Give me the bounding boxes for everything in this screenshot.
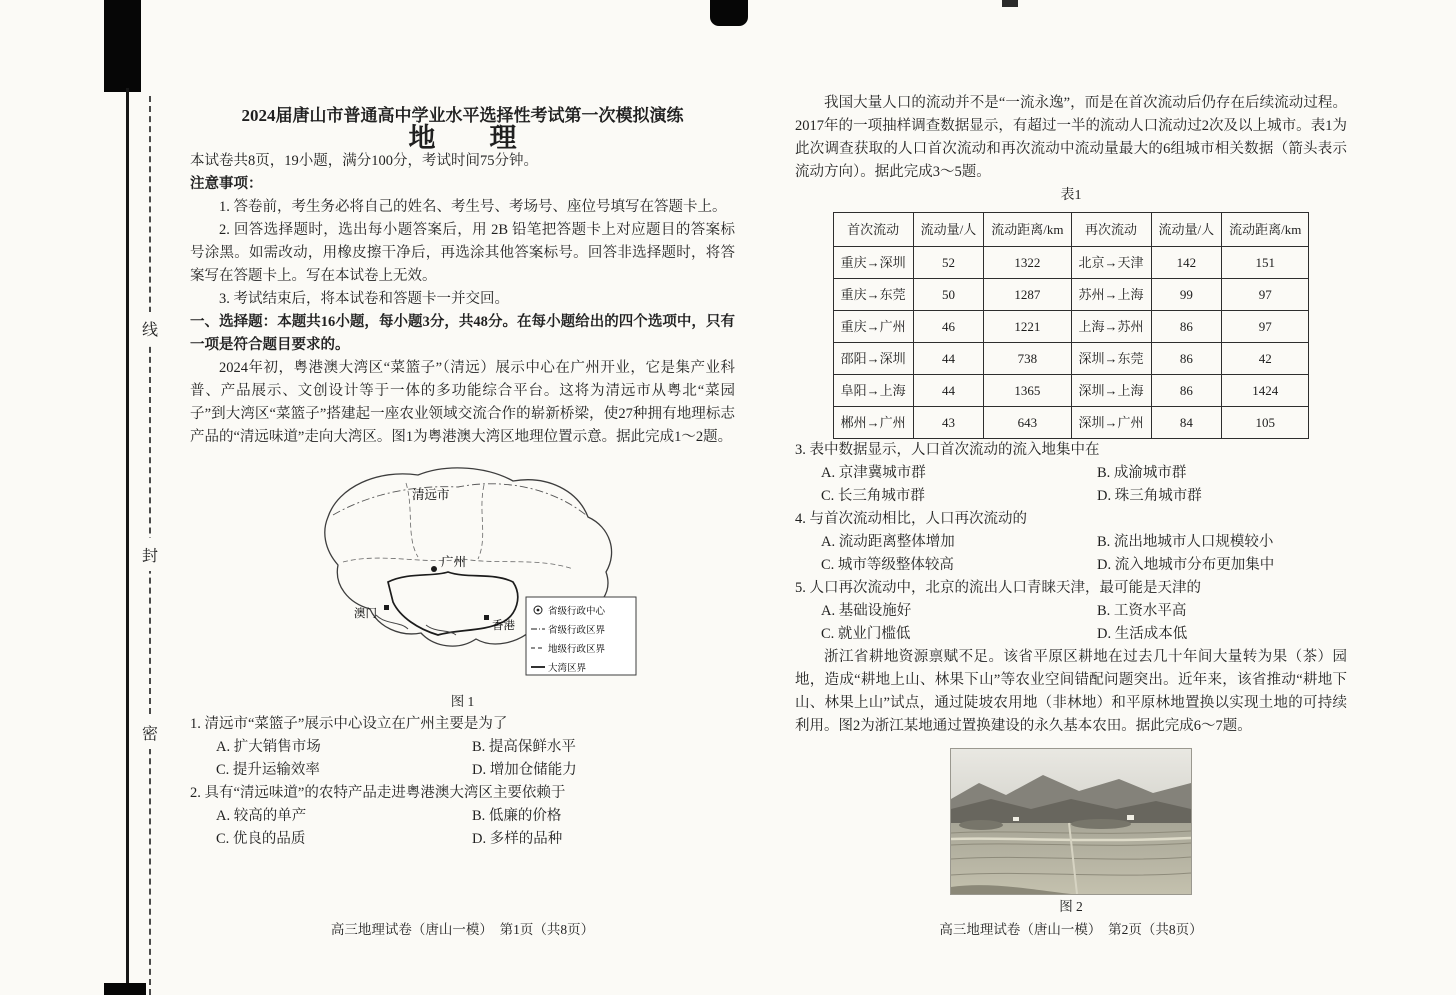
q1-option-c: C. 提升运输效率 — [216, 762, 320, 778]
photo-tree-band-1 — [959, 820, 1003, 830]
map-label-hongkong: 香港 — [491, 620, 515, 632]
col-flow-volume-1: 流动量/人 — [913, 213, 984, 247]
seal-char-mi: 密 — [140, 716, 160, 749]
guangzhou-marker-icon — [431, 566, 437, 572]
cell: 50 — [913, 279, 984, 311]
legend-label-bayarea: 大湾区界 — [547, 664, 586, 674]
q1-options-row2 — [190, 759, 735, 782]
cell: 1287 — [984, 279, 1071, 311]
q3-options-row2 — [795, 485, 1347, 508]
cell: 84 — [1151, 407, 1222, 439]
exam-meta: 本试卷共8页，19小题，满分100分，考试时间75分钟。 — [190, 153, 538, 169]
cell: 44 — [913, 375, 984, 407]
q1-options-row1 — [190, 736, 735, 759]
q1-stem: 1. 清远市“菜篮子”展示中心设立在广州主要是为了 — [190, 716, 508, 732]
cell: 阜阳→上海 — [833, 375, 913, 407]
q5-option-b: B. 工资水平高 — [1097, 603, 1187, 619]
q5-options-row2 — [795, 623, 1347, 646]
q5-option-a: A. 基础设施好 — [821, 603, 912, 619]
figure1-map — [288, 457, 638, 690]
scan-artifact-bottom-left — [104, 983, 146, 995]
photo-building-1 — [1013, 817, 1019, 821]
q3-option-c: C. 长三角城市群 — [821, 488, 925, 504]
section-heading: 一、选择题：本题共16小题，每小题3分，共48分。在每小题给出的四个选项中，只有一项是符合题目要求的。 — [190, 314, 735, 353]
exam-title: 2024届唐山市普通高中学业水平选择性考试第一次模拟演练 — [241, 106, 684, 125]
table-row — [833, 279, 1309, 311]
hongkong-marker-icon — [484, 615, 489, 620]
farmland-photo — [951, 749, 1191, 894]
cell: 1365 — [984, 375, 1071, 407]
q2-options-row1 — [190, 805, 735, 828]
cell: 北京→天津 — [1071, 247, 1151, 279]
q5-option-d: D. 生活成本低 — [1097, 626, 1188, 642]
cell: 深圳→广州 — [1071, 407, 1151, 439]
cell: 上海→苏州 — [1071, 311, 1151, 343]
table-row — [833, 343, 1309, 375]
map-greater-bay-area — [288, 457, 638, 682]
passage-zhejiang: 浙江省耕地资源禀赋不足。该省平原区耕地在过去几十年间大量转为果（茶）园地，造成“耕地上山、林果下山”等农业空间错配问题突出。近年来，该省推动“耕地下山、林果上山”试点，通过陡坡农用地（非林地）和平原林地置换以实现土地的可持续利用。图2为浙江某地通过置换建设的永久基本农田。据此完成6～7题。 — [795, 649, 1347, 734]
cell: 142 — [1151, 247, 1222, 279]
q2-stem: 2. 具有“清远味道”的农特产品走进粤港澳大湾区主要依赖于 — [190, 785, 566, 801]
page1-footer: 高三地理试卷（唐山一模） 第1页（共8页） — [330, 922, 595, 937]
cell: 44 — [913, 343, 984, 375]
q2-option-b: B. 低廉的价格 — [472, 808, 562, 824]
cell: 深圳→东莞 — [1071, 343, 1151, 375]
q4-options-row2 — [795, 554, 1347, 577]
cell: 重庆→深圳 — [833, 247, 913, 279]
notes-title: 注意事项： — [190, 176, 263, 192]
cell: 97 — [1222, 311, 1309, 343]
legend-label-provincial: 省级行政区界 — [547, 626, 605, 636]
cell: 97 — [1222, 279, 1309, 311]
q4-option-b: B. 流出地城市人口规模较小 — [1097, 534, 1274, 550]
q1-option-d: D. 增加仓储能力 — [472, 762, 577, 778]
q2-option-a: A. 较高的单产 — [216, 808, 307, 824]
q3-option-d: D. 珠三角城市群 — [1097, 488, 1202, 504]
q4-option-a: A. 流动距离整体增加 — [821, 534, 955, 550]
q3-options-row1 — [795, 462, 1347, 485]
cell: 重庆→东莞 — [833, 279, 913, 311]
table-row — [833, 375, 1309, 407]
table-row — [833, 407, 1309, 439]
cell: 邵阳→深圳 — [833, 343, 913, 375]
cell: 42 — [1222, 343, 1309, 375]
col-flow-distance-2: 流动距离/km — [1222, 213, 1309, 247]
passage-qingyuan: 2024年初，粤港澳大湾区“菜篮子”（清远）展示中心在广州开业，它是集产业科普、产品展示、文创设计等于一体的多功能综合平台。这将为清远市从粤北“菜园子”到大湾区“菜篮子”搭建起一座农业领域交流合作的崭新桥梁，使27种拥有地理标志产品的“清远味道”走向大湾区。图1为粤港澳大湾区地理位置示意。据此完成1～2题。 — [190, 360, 735, 445]
cell: 1424 — [1222, 375, 1309, 407]
cell: 43 — [913, 407, 984, 439]
q4-option-d: D. 流入地城市分布更加集中 — [1097, 557, 1275, 573]
cell: 105 — [1222, 407, 1309, 439]
photo-tree-band-2 — [1071, 819, 1131, 829]
cell: 738 — [984, 343, 1071, 375]
cell: 深圳→上海 — [1071, 375, 1151, 407]
figure1-caption: 图 1 — [450, 694, 475, 709]
photo-building-2 — [1127, 815, 1134, 820]
seal-char-xian: 线 — [140, 312, 160, 345]
q2-option-c: C. 优良的品质 — [216, 831, 306, 847]
cell: 99 — [1151, 279, 1222, 311]
map-label-guangzhou: 广州 — [440, 555, 466, 569]
cell: 郴州→广州 — [833, 407, 913, 439]
scan-page-edge-line — [126, 88, 129, 995]
table-row — [833, 311, 1309, 343]
q4-stem: 4. 与首次流动相比，人口再次流动的 — [795, 511, 1027, 527]
q3-option-a: A. 京津冀城市群 — [821, 465, 926, 481]
cell: 苏州→上海 — [1071, 279, 1151, 311]
q1-option-b: B. 提高保鲜水平 — [472, 739, 576, 755]
cell: 151 — [1222, 247, 1309, 279]
cell: 1221 — [984, 311, 1071, 343]
scan-artifact-top-right — [1002, 0, 1018, 7]
scan-artifact-top-center — [710, 0, 748, 26]
cell: 1322 — [984, 247, 1071, 279]
table-row — [833, 247, 1309, 279]
legend-label-prefecture: 地级行政区界 — [547, 645, 605, 655]
q3-stem: 3. 表中数据显示，人口首次流动的流入地集中在 — [795, 442, 1100, 458]
page-2 — [795, 92, 1347, 918]
passage-migration: 我国大量人口的流动并不是“一流永逸”，而是在首次流动后仍存在后续流动过程。2017年的一项抽样调查数据显示，有超过一半的流动人口流动过2次及以上城市。表1为此次调查获取的人口首次流动和再次流动中流动量最大的6组城市相关数据（箭头表示流动方向）。据此完成3～5题。 — [795, 95, 1347, 180]
map-provincial-border — [333, 484, 586, 515]
q5-options-row1 — [795, 600, 1347, 623]
q2-options-row2 — [190, 828, 735, 851]
q1-option-a: A. 扩大销售市场 — [216, 739, 321, 755]
col-second-move: 再次流动 — [1071, 213, 1151, 247]
legend-capital-dot-icon — [536, 609, 539, 612]
page2-footer: 高三地理试卷（唐山一模） 第2页（共8页） — [939, 922, 1203, 937]
table-header-row — [833, 213, 1309, 247]
scan-artifact-top-left — [104, 0, 141, 92]
note-2: 2. 回答选择题时，选出每小题答案后，用 2B 铅笔把答题卡上对应题目的答案标号涂黑。如需改动，用橡皮擦干净后，再选涂其他答案标号。回答非选择题时，将答案写在答题卡上。写在本试卷上无效。 — [190, 222, 735, 284]
map-label-macau: 澳门 — [353, 608, 377, 620]
seal-char-feng: 封 — [140, 538, 160, 571]
q3-option-b: B. 成渝城市群 — [1097, 465, 1187, 481]
map-label-qingyuan: 清远市 — [411, 488, 450, 502]
subject-title: 地 理 — [408, 123, 517, 153]
cell: 643 — [984, 407, 1071, 439]
cell: 86 — [1151, 375, 1222, 407]
cell: 86 — [1151, 311, 1222, 343]
cell: 86 — [1151, 343, 1222, 375]
table1-wrap — [795, 212, 1347, 439]
q4-options-row1 — [795, 531, 1347, 554]
note-3: 3. 考试结束后，将本试卷和答题卡一并交回。 — [219, 291, 509, 307]
col-flow-distance-1: 流动距离/km — [984, 213, 1071, 247]
macau-marker-icon — [384, 605, 389, 610]
q5-option-c: C. 就业门槛低 — [821, 626, 911, 642]
figure2-photo — [950, 748, 1192, 895]
q4-option-c: C. 城市等级整体较高 — [821, 557, 954, 573]
figure2-caption: 图 2 — [1059, 899, 1083, 914]
cell: 52 — [913, 247, 984, 279]
q5-stem: 5. 人口再次流动中，北京的流出人口青睐天津，最可能是天津的 — [795, 580, 1201, 596]
map-prefecture-border-3 — [478, 485, 484, 559]
note-1: 1. 答卷前，考生务必将自己的姓名、考生号、考场号、座位号填写在答题卡上。 — [219, 199, 727, 215]
cell: 重庆→广州 — [833, 311, 913, 343]
legend-label-capital: 省级行政中心 — [547, 607, 605, 617]
page-1 — [190, 104, 735, 851]
migration-table — [833, 212, 1310, 439]
table1-label: 表1 — [1060, 188, 1082, 203]
col-first-move: 首次流动 — [833, 213, 913, 247]
cell: 46 — [913, 311, 984, 343]
col-flow-volume-2: 流动量/人 — [1151, 213, 1222, 247]
q2-option-d: D. 多样的品种 — [472, 831, 563, 847]
